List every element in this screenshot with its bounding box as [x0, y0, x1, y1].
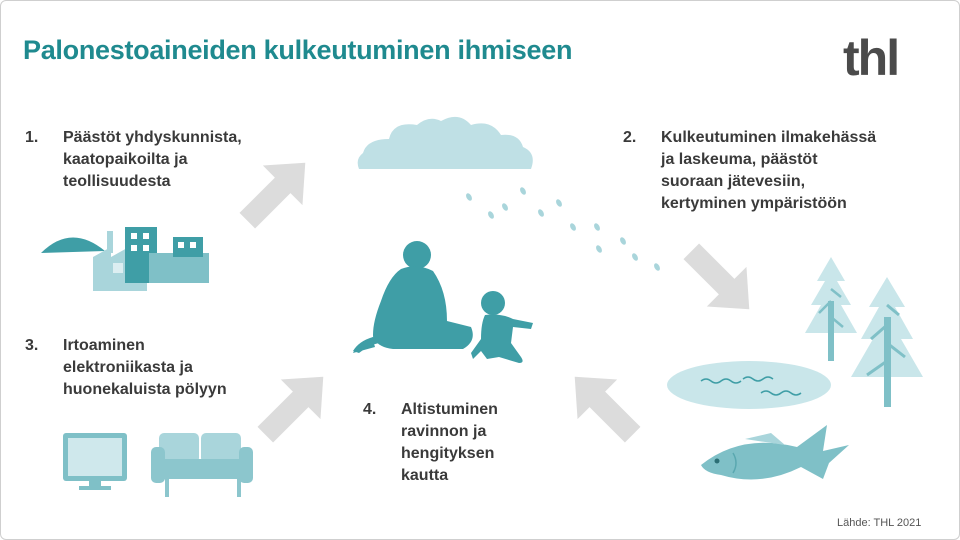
rain-drops-icon	[465, 186, 661, 271]
buildings-icon	[125, 227, 209, 283]
page-title: Palonestoaineiden kulkeutuminen ihmiseen	[23, 35, 573, 65]
adult-figure-icon	[353, 241, 473, 353]
tv-icon	[63, 433, 127, 490]
step-text: Altistuminen ravinnon ja hengityksen kautta	[401, 401, 498, 484]
sofa-icon	[151, 433, 253, 497]
child-figure-icon	[471, 291, 533, 363]
lake-icon	[667, 361, 831, 409]
tree-large-icon	[851, 277, 923, 407]
step-number: 3.	[25, 337, 39, 354]
tree-small-icon	[805, 257, 857, 361]
cloud-icon	[358, 117, 533, 169]
step-text: Päästöt yhdyskunnista, kaatopaikoilta ja teollisuudesta	[63, 129, 242, 190]
landfill-icon	[41, 237, 105, 253]
arrow-up-left-icon	[555, 357, 653, 455]
step-number: 4.	[363, 401, 377, 418]
source-note: Lähde: THL 2021	[837, 517, 922, 529]
arrow-up-right-bottom-icon	[246, 357, 344, 455]
step-number: 1.	[25, 129, 39, 146]
fish-icon	[701, 425, 849, 480]
step-text: Kulkeutuminen ilmakehässä ja laskeuma, päästöt suoraan jätevesiin, kertyminen ympäristöön	[661, 129, 877, 212]
step-text: Irtoaminen elektroniikasta ja huonekaluista pölyyn	[63, 337, 227, 398]
thl-logo: thl	[843, 30, 899, 86]
arrow-down-right-icon	[672, 232, 770, 330]
step-number: 2.	[623, 129, 637, 146]
arrow-up-right-top-icon	[228, 143, 326, 241]
